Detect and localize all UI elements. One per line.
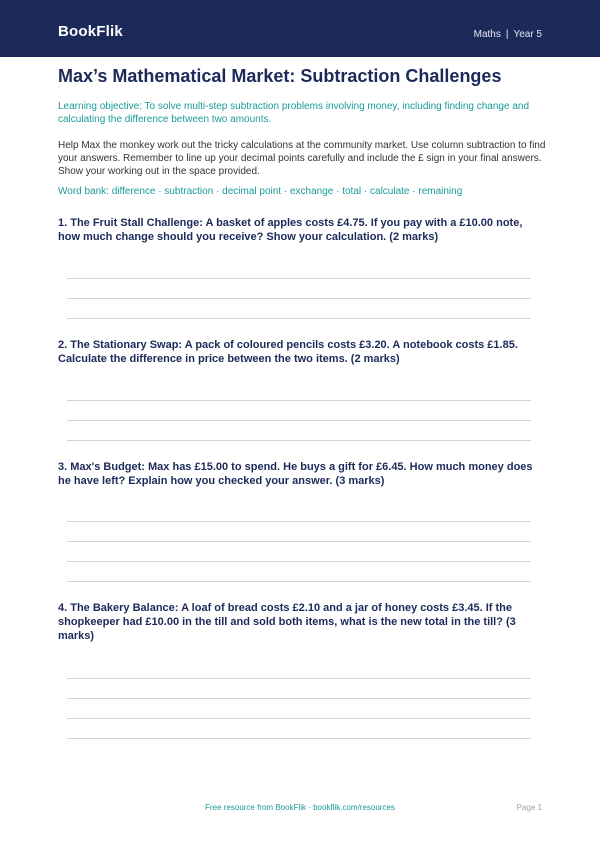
answer-line[interactable] — [67, 561, 531, 562]
subject-year-label — [474, 29, 542, 40]
separator: | — [505, 29, 509, 40]
answer-line[interactable] — [67, 298, 531, 299]
answer-line[interactable] — [67, 678, 531, 679]
brand-logo[interactable]: BookFlik — [58, 23, 123, 40]
subject-label: Maths — [473, 29, 501, 40]
question-4: 4. The Bakery Balance: A loaf of bread costs £2.10 and a jar of honey costs £3.45. If the shopkeeper had £10.00 in the till and sold both items, what is the new total in the till? (3 marks) — [58, 602, 516, 642]
learning-objective: Learning objective: To solve multi-step subtraction problems involving money, including finding change and calculating the difference between two amounts. — [58, 101, 530, 125]
answer-line[interactable] — [67, 581, 531, 582]
answer-line[interactable] — [67, 400, 531, 401]
answer-line[interactable] — [67, 420, 531, 421]
header-bar — [0, 0, 600, 57]
instructions: Help Max the monkey work out the tricky calculations at the community market. Use column subtraction to find your answers. Remember to line up your decimal points carefully and include the £ sign in your final answers. Show your working out in the space provided. — [58, 140, 546, 177]
answer-line[interactable] — [67, 718, 531, 719]
answer-line[interactable] — [67, 318, 531, 319]
answer-line[interactable] — [67, 278, 531, 279]
answer-line[interactable] — [67, 541, 531, 542]
worksheet-title: Max’s Mathematical Market: Subtraction Challenges — [58, 66, 502, 86]
question-2: 2. The Stationary Swap: A pack of coloured pencils costs £3.20. A notebook costs £1.85. Calculate the difference in price between the two items. (2 marks) — [58, 339, 518, 365]
footer-credit[interactable]: Free resource from BookFlik · bookflik.com/resources — [205, 803, 395, 812]
question-3: 3. Max's Budget: Max has £15.00 to spend. He buys a gift for £6.45. How much money does he have left? Explain how you checked your answer. (3 marks) — [58, 461, 533, 487]
answer-line[interactable] — [67, 738, 531, 739]
answer-line[interactable] — [67, 521, 531, 522]
answer-line[interactable] — [67, 440, 531, 441]
question-1: 1. The Fruit Stall Challenge: A basket of apples costs £4.75. If you pay with a £10.00 note, how much change should you receive? Show your calculation. (2 marks) — [58, 217, 523, 243]
answer-line[interactable] — [67, 698, 531, 699]
year-label: Year 5 — [513, 29, 542, 40]
word-bank: Word bank: difference · subtraction · decimal point · exchange · total · calculate · remaining — [58, 186, 463, 197]
page-number: Page 1 — [516, 803, 542, 812]
